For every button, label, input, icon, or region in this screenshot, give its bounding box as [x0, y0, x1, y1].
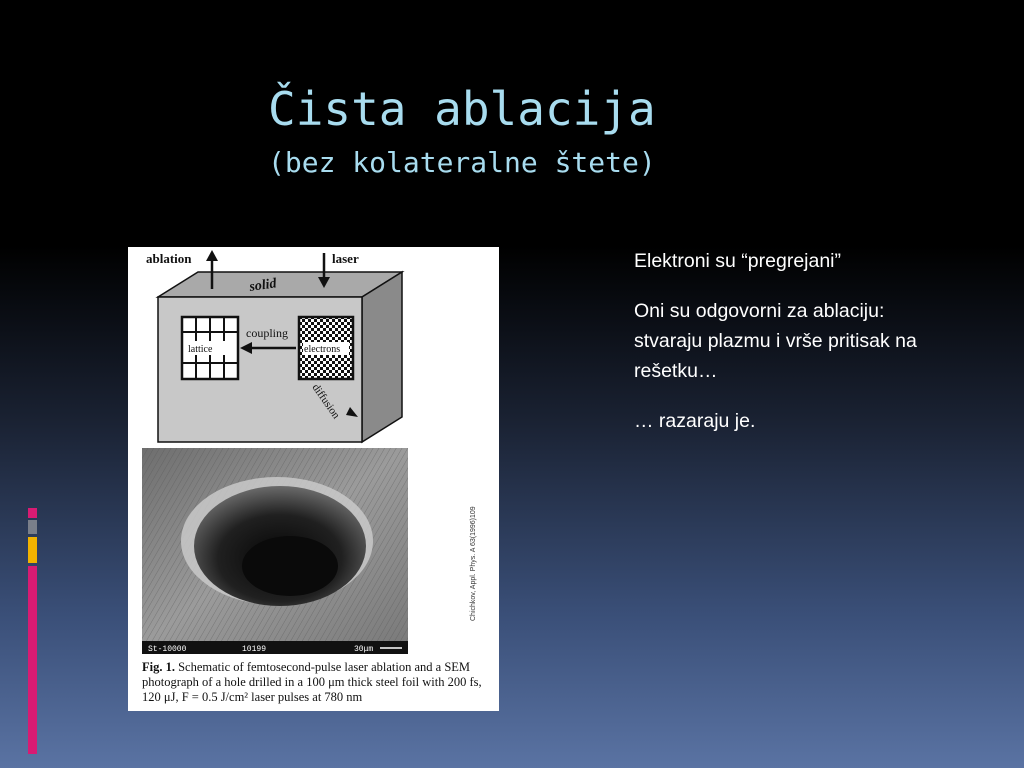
hole-bottom — [242, 536, 338, 596]
lattice-label: lattice — [188, 344, 213, 355]
accent-bar-pink-top — [28, 508, 37, 518]
slide-subtitle: (bez kolateralne štete) — [268, 146, 656, 179]
paragraph-overheated: Elektroni su “pregrejani” — [634, 250, 842, 272]
accent-bar-pink-bottom — [28, 566, 37, 754]
accent-bar-gray — [28, 520, 37, 534]
paragraph-destroy: … razaraju je. — [634, 410, 756, 432]
sem-photograph — [142, 448, 408, 654]
ablation-arrowhead — [206, 250, 218, 261]
caption-text: Schematic of femtosecond-pulse laser ablation and a SEM photograph of a hole drilled in a 100 μm thick steel foil with 200 fs, 120 μJ, F = 0.5 J/cm² laser pulses at 780 nm — [142, 660, 482, 704]
ablation-figure — [128, 247, 499, 711]
paragraph-responsible-line2: stvaraju plazmu i vrše pritisak na rešetku… — [634, 330, 917, 382]
sem-scale: 30μm — [354, 645, 374, 654]
slide-title: Čista ablacija — [268, 82, 656, 136]
figure-caption — [142, 660, 498, 705]
sem-middle-code: 10199 — [242, 645, 267, 654]
paragraph-responsible — [634, 296, 974, 386]
caption-label: Fig. 1. — [142, 660, 175, 674]
ablation-label: ablation — [146, 251, 192, 266]
slide-body — [634, 246, 974, 456]
coupling-label: coupling — [246, 326, 288, 340]
paragraph-responsible-line1: Oni su odgovorni za ablaciju: — [634, 300, 885, 322]
accent-bar-yellow — [28, 537, 37, 563]
sem-left-code: St-10000 — [148, 645, 187, 654]
ablation-schematic — [128, 247, 499, 447]
solid-block-top — [158, 272, 402, 297]
diffusion-label: diffusion — [309, 381, 343, 422]
figure-credit: Chichkov, Appl. Phys. A 63(1996)109 — [470, 506, 477, 621]
solid-block-side — [362, 272, 402, 442]
electrons-label: electrons — [304, 344, 341, 355]
laser-label: laser — [332, 251, 359, 266]
solid-label: solid — [248, 276, 278, 295]
